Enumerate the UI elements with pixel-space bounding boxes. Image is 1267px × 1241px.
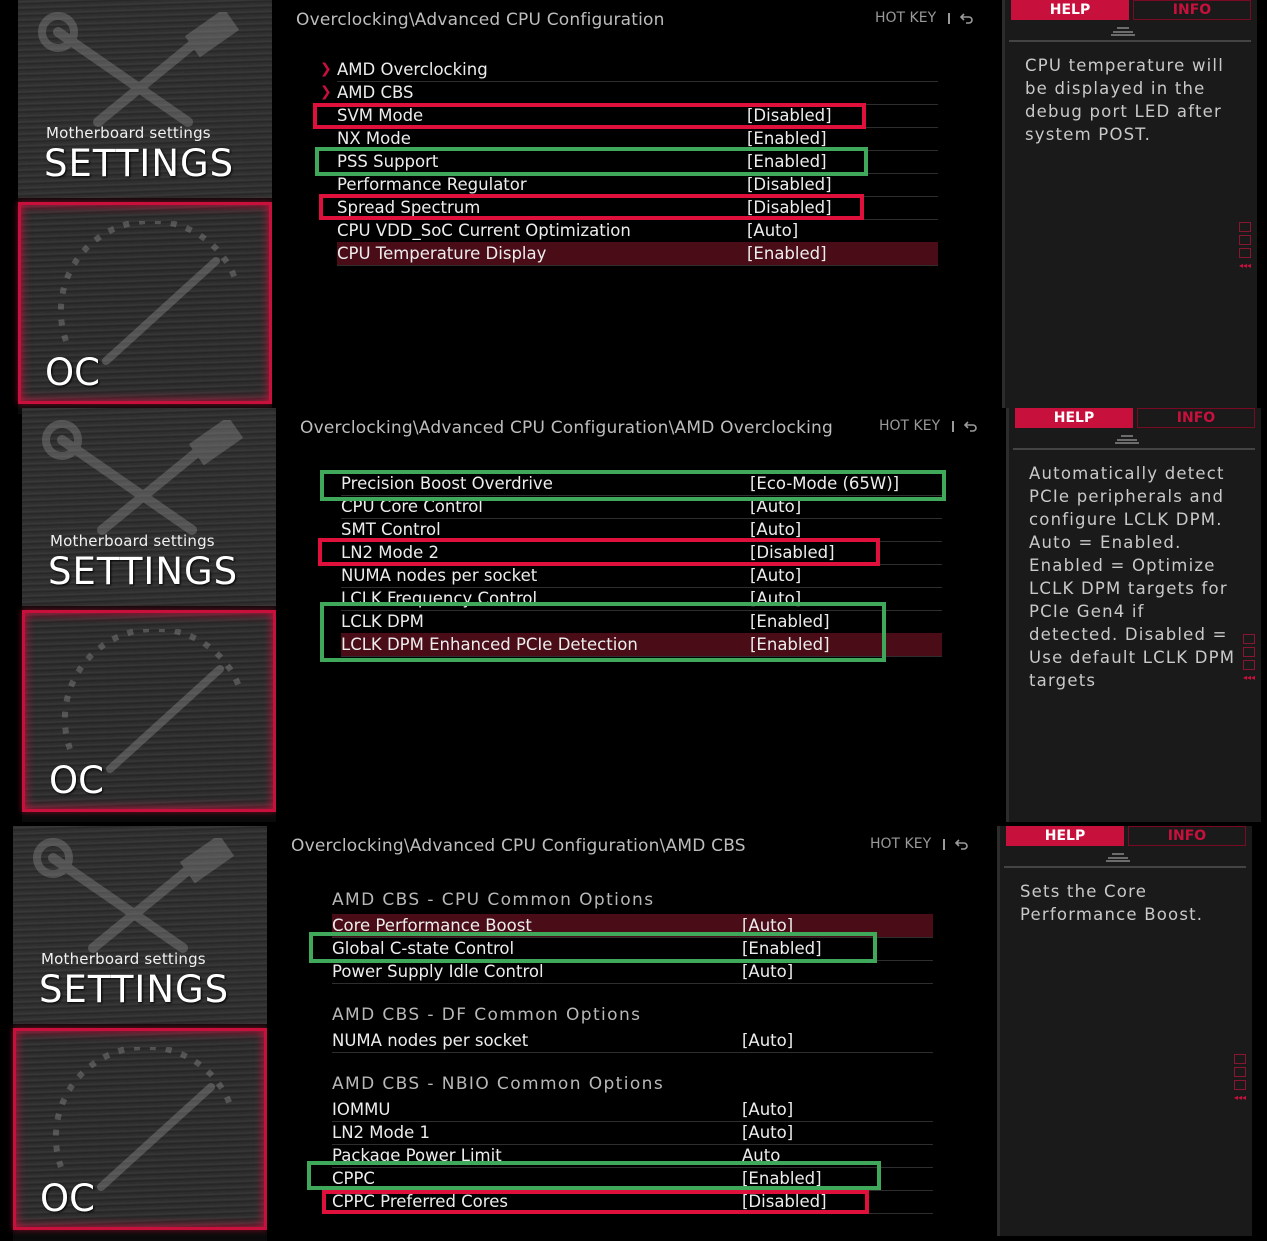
sidebar <box>18 0 272 414</box>
settings-subtitle: Motherboard settings <box>41 950 206 968</box>
setting-value: [Disabled] <box>747 175 832 194</box>
setting-value: [Enabled] <box>747 152 827 171</box>
setting-value: [Enabled] <box>742 939 822 958</box>
nav-oc[interactable] <box>13 1028 267 1230</box>
setting-row-pss-support[interactable]: PSS Support [Enabled] <box>337 150 938 174</box>
setting-value: [Disabled] <box>742 1192 827 1211</box>
tab-info[interactable]: INFO <box>1137 408 1255 428</box>
bios-panel-1 <box>0 0 1267 414</box>
setting-row-cppc[interactable]: CPPC [Enabled] <box>332 1167 933 1191</box>
menu-item-amd-cbs[interactable]: ❯ AMD CBS <box>337 81 938 105</box>
help-text: Automatically detect PCIe peripherals and configure LCLK DPM. Auto = Enabled. Enabled = Optimize LCLK DPM targets for PCIe Gen4 if detected. Disabled = Use default LCLK DPM targets <box>1029 464 1236 690</box>
setting-row-precision-boost-overdrive[interactable]: Precision Boost Overdrive [Eco-Mode (65W)] <box>341 472 942 496</box>
setting-row-nx-mode[interactable]: NX Mode [Enabled] <box>337 127 938 151</box>
main-content <box>272 0 1002 414</box>
back-icon[interactable] <box>964 420 978 432</box>
breadcrumb: Overclocking\Advanced CPU Configuration <box>296 10 665 30</box>
sidebar <box>13 826 267 1241</box>
setting-value: Auto <box>742 1146 781 1165</box>
oc-label: OC <box>45 351 100 394</box>
setting-row-numa-nodes[interactable]: NUMA nodes per socket [Auto] <box>332 1029 933 1053</box>
bios-panel-2 <box>0 408 1267 822</box>
setting-value: [Disabled] <box>747 106 832 125</box>
setting-value: [Auto] <box>742 1123 794 1142</box>
setting-row-numa-nodes[interactable]: NUMA nodes per socket [Auto] <box>341 564 942 588</box>
setting-value: [Auto] <box>750 589 802 608</box>
setting-value: [Eco-Mode (65W)] <box>750 474 900 493</box>
setting-value: [Auto] <box>742 916 794 935</box>
tab-help[interactable]: HELP <box>1015 408 1133 428</box>
setting-row-performance-regulator[interactable]: Performance Regulator [Disabled] <box>337 173 938 197</box>
setting-row-lclk-frequency-control[interactable]: LCLK Frequency Control [Auto] <box>341 587 942 611</box>
tab-info[interactable]: INFO <box>1133 0 1251 20</box>
setting-value: [Enabled] <box>750 635 830 654</box>
tab-help[interactable]: HELP <box>1006 826 1124 846</box>
nav-settings[interactable] <box>22 408 276 606</box>
setting-row-power-supply-idle[interactable]: Power Supply Idle Control [Auto] <box>332 960 933 984</box>
hotkey-bar <box>870 836 969 852</box>
setting-row-svm-mode[interactable]: SVM Mode [Disabled] <box>337 104 938 128</box>
help-panel <box>1006 408 1261 822</box>
gauge-icon <box>41 1047 241 1197</box>
setting-row-lclk-dpm-enhanced-pcie[interactable]: LCLK DPM Enhanced PCIe Detection [Enabled] <box>341 633 942 657</box>
help-text: Sets the Core Performance Boost. <box>1020 882 1204 924</box>
setting-row-ln2-mode-1[interactable]: LN2 Mode 1 [Auto] <box>332 1121 933 1145</box>
setting-value: [Enabled] <box>747 244 827 263</box>
setting-value: [Auto] <box>750 497 802 516</box>
setting-row-cpu-temperature-display[interactable]: CPU Temperature Display [Enabled] <box>337 242 938 266</box>
main-content <box>267 826 997 1241</box>
setting-value: [Auto] <box>742 1100 794 1119</box>
setting-row-iommu[interactable]: IOMMU [Auto] <box>332 1098 933 1122</box>
tab-divider <box>1009 40 1251 42</box>
hotkey-button[interactable]: HOT KEY <box>870 836 932 852</box>
settings-title: SETTINGS <box>44 142 235 185</box>
section-title-cpu-common: AMD CBS - CPU Common Options <box>332 890 655 910</box>
settings-subtitle: Motherboard settings <box>50 532 215 550</box>
tools-icon <box>42 420 252 540</box>
setting-row-global-c-state[interactable]: Global C-state Control [Enabled] <box>332 937 933 961</box>
back-icon[interactable] <box>960 12 974 24</box>
oc-label: OC <box>49 759 104 802</box>
setting-value: [Auto] <box>750 566 802 585</box>
tab-info[interactable]: INFO <box>1128 826 1246 846</box>
nav-settings[interactable] <box>13 826 267 1024</box>
oc-label: OC <box>40 1177 95 1220</box>
setting-value: [Auto] <box>742 1031 794 1050</box>
breadcrumb: Overclocking\Advanced CPU Configuration\AMD Overclocking <box>300 418 834 438</box>
settings-title: SETTINGS <box>48 550 239 593</box>
setting-value: [Enabled] <box>742 1169 822 1188</box>
tools-icon <box>33 838 243 958</box>
main-content <box>276 408 1006 822</box>
tab-help[interactable]: HELP <box>1011 0 1129 20</box>
setting-row-spread-spectrum[interactable]: Spread Spectrum [Disabled] <box>337 196 938 220</box>
menu-item-amd-overclocking[interactable]: ❯ AMD Overclocking <box>337 58 938 82</box>
setting-row-cppc-preferred-cores[interactable]: CPPC Preferred Cores [Disabled] <box>332 1190 933 1214</box>
nav-oc[interactable] <box>22 610 276 812</box>
setting-value: [Auto] <box>750 520 802 539</box>
submenu-arrow-icon: ❯ <box>320 84 332 100</box>
tab-divider <box>1004 866 1246 868</box>
setting-value: [Auto] <box>747 221 799 240</box>
setting-value: [Auto] <box>742 962 794 981</box>
breadcrumb: Overclocking\Advanced CPU Configuration\AMD CBS <box>291 836 746 856</box>
help-text: CPU temperature will be displayed in the debug port LED after system POST. <box>1025 56 1224 144</box>
hotkey-bar <box>875 10 974 26</box>
section-title-nbio-common: AMD CBS - NBIO Common Options <box>332 1074 665 1094</box>
nav-oc[interactable] <box>18 202 272 404</box>
hotkey-button[interactable]: HOT KEY <box>875 10 937 26</box>
hotkey-button[interactable]: HOT KEY <box>879 418 941 434</box>
gauge-icon <box>46 221 246 371</box>
grip-icon <box>1115 434 1139 444</box>
setting-row-core-performance-boost[interactable]: Core Performance Boost [Auto] <box>332 914 933 938</box>
setting-row-lclk-dpm[interactable]: LCLK DPM [Enabled] <box>341 610 942 634</box>
setting-value: [Enabled] <box>750 612 830 631</box>
grip-icon <box>1106 852 1130 862</box>
setting-row-ln2-mode-2[interactable]: LN2 Mode 2 [Disabled] <box>341 541 942 565</box>
section-title-df-common: AMD CBS - DF Common Options <box>332 1005 642 1025</box>
back-icon[interactable] <box>955 838 969 850</box>
setting-value: [Disabled] <box>747 198 832 217</box>
tools-icon <box>38 12 248 132</box>
setting-row-package-power-limit[interactable]: Package Power Limit Auto <box>332 1144 933 1168</box>
nav-settings[interactable] <box>18 0 272 198</box>
help-panel <box>997 826 1252 1236</box>
grip-icon <box>1111 26 1135 36</box>
hotkey-bar <box>879 418 978 434</box>
help-panel <box>1002 0 1257 414</box>
setting-value: [Disabled] <box>750 543 835 562</box>
settings-title: SETTINGS <box>39 968 230 1011</box>
scroll-indicator-icon[interactable]: ◂◂◂ <box>1243 634 1255 682</box>
setting-value: [Enabled] <box>747 129 827 148</box>
submenu-arrow-icon: ❯ <box>320 61 332 77</box>
scroll-indicator-icon[interactable]: ◂◂◂ <box>1234 1054 1246 1102</box>
gauge-icon <box>50 629 250 779</box>
setting-row-cpu-core-control[interactable]: CPU Core Control [Auto] <box>341 495 942 519</box>
sidebar <box>22 408 276 822</box>
setting-row-cpu-vdd-soc[interactable]: CPU VDD_SoC Current Optimization [Auto] <box>337 219 938 243</box>
scroll-indicator-icon[interactable]: ◂◂◂ <box>1239 222 1251 270</box>
settings-subtitle: Motherboard settings <box>46 124 211 142</box>
bios-panel-3 <box>0 826 1267 1241</box>
tab-divider <box>1013 448 1255 450</box>
setting-row-smt-control[interactable]: SMT Control [Auto] <box>341 518 942 542</box>
